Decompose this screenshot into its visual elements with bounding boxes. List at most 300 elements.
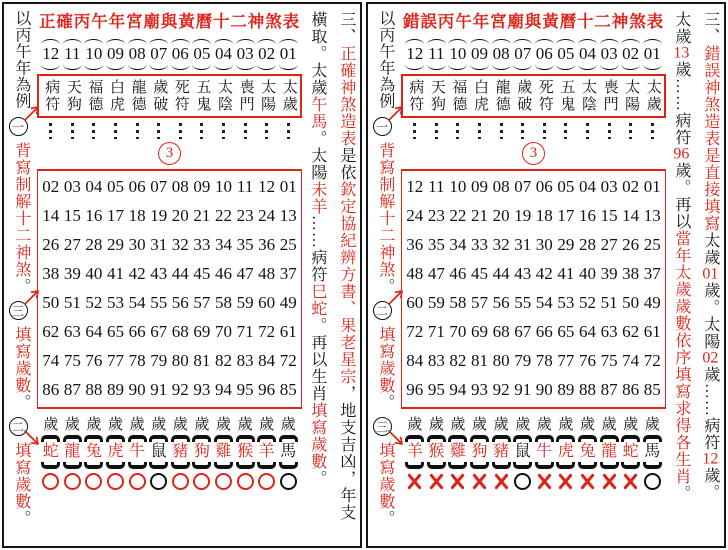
age-cell: 38 (622, 263, 640, 283)
age-cell: 32 (171, 234, 189, 254)
age-cell: 80 (492, 350, 510, 370)
deity-name: 天狗 (428, 78, 445, 113)
deity-name: 龍德 (129, 78, 146, 113)
age-cell: 55 (514, 292, 532, 312)
age-cell: 77 (107, 350, 125, 370)
age-cell: 01 (643, 176, 661, 196)
zodiac-bracket-bottom (84, 462, 103, 469)
age-cell: 68 (492, 321, 510, 341)
zodiac-bracket-bottom (149, 462, 168, 469)
age-cell: 81 (193, 350, 211, 370)
zodiac-character: 羊 (406, 442, 423, 460)
age-cell: 69 (471, 321, 489, 341)
age-cell: 45 (193, 263, 211, 283)
sui-character: 歲 (558, 416, 574, 433)
zodiac-cell (279, 435, 298, 469)
age-cell: 89 (557, 379, 575, 399)
zodiac-character: 馬 (644, 442, 661, 460)
oval-arc-bottom (128, 64, 147, 70)
age-cell: 24 (258, 205, 276, 225)
example-note: 以丙午年為例 (376, 10, 394, 109)
side-note-outer-column (695, 4, 724, 546)
age-cell: 61 (279, 321, 297, 341)
zodiac-cell (535, 435, 554, 469)
zodiac-bracket-bottom (492, 462, 511, 469)
age-cell: 76 (85, 350, 103, 370)
dotted-leader (49, 123, 52, 139)
circle-mark (129, 473, 146, 490)
marks-row (404, 473, 663, 490)
age-cell: 13 (279, 205, 297, 225)
oval-arc-bottom (470, 64, 489, 70)
age-cell: 74 (42, 350, 60, 370)
zodiac-character: 虎 (107, 442, 124, 460)
age-cell: 95 (236, 379, 254, 399)
age-grid-row (40, 318, 299, 347)
side-note-segment: 當年太歲歲數依序填寫求得各生肖 (672, 230, 690, 485)
age-cell: 60 (406, 292, 424, 312)
zodiac-bracket-top (578, 435, 597, 442)
age-cell: 25 (279, 234, 297, 254)
age-cell: 15 (600, 205, 618, 225)
age-cell: 19 (150, 205, 168, 225)
age-cell: 75 (63, 350, 81, 370)
month-oval (578, 39, 597, 70)
month-oval (427, 39, 446, 70)
oval-arc-bottom (214, 64, 233, 70)
zodiac-cell (63, 435, 82, 469)
age-cell: 33 (193, 234, 211, 254)
age-cell: 95 (427, 379, 445, 399)
age-cell: 64 (578, 321, 596, 341)
note-item (373, 111, 397, 295)
age-cell: 01 (279, 176, 297, 196)
age-cell: 29 (557, 234, 575, 254)
zodiac-cell (427, 435, 446, 469)
zodiac-cell (470, 435, 489, 469)
age-cell: 66 (128, 321, 146, 341)
side-note-segment: 歲……病符 (672, 61, 690, 146)
age-cell: 27 (600, 234, 618, 254)
oval-arc-bottom (84, 64, 103, 70)
deity-name: 歲破 (151, 78, 168, 113)
age-cell: 96 (406, 379, 424, 399)
sui-character: 歲 (579, 416, 595, 433)
zodiac-bracket-bottom (578, 462, 597, 469)
x-mark (557, 473, 574, 490)
age-cell: 21 (193, 205, 211, 225)
dotted-leader (136, 123, 139, 139)
x-mark (601, 473, 618, 490)
sui-character: 歲 (237, 416, 253, 433)
age-cell: 43 (150, 263, 168, 283)
note-list (9, 111, 33, 527)
age-cell: 14 (622, 205, 640, 225)
month-number: 08 (128, 44, 146, 63)
age-grid-row (40, 289, 299, 318)
note-item (9, 111, 33, 295)
month-number: 05 (557, 44, 575, 63)
month-oval (279, 39, 298, 70)
age-cell: 17 (107, 205, 125, 225)
age-cell: 65 (107, 321, 125, 341)
age-cell: 03 (63, 176, 81, 196)
age-cell: 61 (643, 321, 661, 341)
side-note-outer-text (701, 11, 718, 546)
side-note-segment: 太歲 (672, 11, 690, 45)
zodiac-character: 牛 (536, 442, 553, 460)
age-cell: 57 (471, 292, 489, 312)
zodiac-character: 蛇 (622, 442, 639, 460)
age-cell: 53 (107, 292, 125, 312)
side-note-segment: 未羊 (308, 181, 326, 215)
zodiac-bracket-top (149, 435, 168, 442)
age-cell: 49 (279, 292, 297, 312)
age-cell: 67 (514, 321, 532, 341)
x-mark (493, 473, 510, 490)
zodiac-character: 蛇 (42, 442, 59, 460)
zodiac-bracket-top (427, 435, 446, 442)
age-cell: 24 (406, 205, 424, 225)
age-cell: 62 (42, 321, 60, 341)
dotted-leader (413, 123, 416, 139)
age-cell: 08 (492, 176, 510, 196)
deity-name: 太陰 (215, 78, 232, 113)
deity-row (40, 79, 299, 113)
month-number: 05 (193, 44, 211, 63)
deity-name: 福德 (86, 78, 103, 113)
month-oval (513, 39, 532, 70)
month-oval (236, 39, 255, 70)
oval-arc-bottom (492, 64, 511, 70)
age-cell: 72 (279, 350, 297, 370)
zodiac-bracket-top (643, 435, 662, 442)
oval-arc-bottom (41, 64, 60, 70)
side-note-inner-text (308, 11, 325, 546)
zodiac-character: 雞 (449, 442, 466, 460)
note-text-main: 填寫歲數 (12, 326, 30, 394)
continuation-dots-row (404, 123, 663, 140)
sui-character: 歲 (172, 416, 188, 433)
dotted-leader (435, 123, 438, 139)
age-cell: 35 (236, 234, 254, 254)
age-cell: 16 (85, 205, 103, 225)
side-note-segment: 12 (702, 451, 719, 467)
month-number-row (404, 39, 663, 70)
zodiac-bracket-top (621, 435, 640, 442)
age-cell: 72 (406, 321, 424, 341)
age-cell: 12 (406, 176, 424, 196)
deity-name: 五鬼 (558, 78, 575, 113)
zodiac-character: 龍 (601, 442, 618, 460)
age-cell: 36 (258, 234, 276, 254)
sui-character: 歲 (108, 416, 124, 433)
age-cell: 88 (578, 379, 596, 399)
zodiac-bracket-bottom (535, 462, 554, 469)
month-number: 10 (449, 44, 467, 63)
side-note-segment: 歲。 (701, 467, 719, 501)
age-cell: 86 (622, 379, 640, 399)
age-cell: 70 (214, 321, 232, 341)
deity-name: 喪門 (237, 78, 254, 113)
circle-mark (644, 473, 661, 490)
oval-arc-bottom (448, 64, 467, 70)
side-note-segment: 欽定協紀辨方書、果老星宗 (337, 181, 355, 385)
age-cell: 92 (171, 379, 189, 399)
dotted-leader (179, 123, 182, 139)
age-grid-row (40, 376, 299, 405)
zodiac-cell (405, 435, 424, 469)
deity-name: 病符 (43, 78, 60, 113)
age-cell: 40 (578, 263, 596, 283)
age-cell: 28 (578, 234, 596, 254)
zodiac-bracket-top (279, 435, 298, 442)
age-cell: 21 (471, 205, 489, 225)
zodiac-character: 虎 (557, 442, 574, 460)
dotted-leader (71, 123, 74, 139)
age-cell: 79 (514, 350, 532, 370)
age-cell: 59 (427, 292, 445, 312)
age-cell: 07 (150, 176, 168, 196)
zodiac-bracket-bottom (427, 462, 446, 469)
zodiac-cell (84, 435, 103, 469)
age-cell: 31 (150, 234, 168, 254)
age-cell: 08 (171, 176, 189, 196)
note-marker (9, 417, 33, 439)
zodiac-row (404, 435, 663, 469)
age-cell: 78 (128, 350, 146, 370)
month-number: 12 (42, 44, 60, 63)
age-cell: 47 (427, 263, 445, 283)
zodiac-cell (214, 435, 233, 469)
age-cell: 26 (42, 234, 60, 254)
zodiac-character: 狗 (193, 442, 210, 460)
age-cell: 72 (258, 321, 276, 341)
note-text-main: 填寫歲數 (376, 326, 394, 394)
zodiac-cell (41, 435, 60, 469)
dotted-leader (92, 123, 95, 139)
zodiac-character: 龍 (64, 442, 81, 460)
month-number: 04 (214, 44, 232, 63)
age-cell: 85 (279, 379, 297, 399)
age-cell: 15 (63, 205, 81, 225)
side-note-segment: …… (308, 215, 326, 249)
note-marker (373, 301, 397, 323)
age-cell: 67 (150, 321, 168, 341)
age-cell: 22 (214, 205, 232, 225)
zodiac-bracket-top (448, 435, 467, 442)
age-cell: 30 (128, 234, 146, 254)
circled-number: 三 (373, 417, 392, 436)
age-cell: 09 (193, 176, 211, 196)
age-cell: 48 (406, 263, 424, 283)
age-cell: 47 (236, 263, 254, 283)
circle-mark (172, 473, 189, 490)
zodiac-cell (171, 435, 190, 469)
month-oval (149, 39, 168, 70)
age-cell: 36 (406, 234, 424, 254)
zodiac-bracket-top (106, 435, 125, 442)
age-cell: 59 (236, 292, 254, 312)
zodiac-cell (257, 435, 276, 469)
sui-character: 歲 (215, 416, 231, 433)
age-cell: 84 (406, 350, 424, 370)
zodiac-bracket-bottom (106, 462, 125, 469)
zodiac-bracket-bottom (236, 462, 255, 469)
circled-3-number: 3 (165, 144, 174, 161)
age-cell: 91 (150, 379, 168, 399)
age-cell: 18 (128, 205, 146, 225)
dotted-leader (200, 123, 203, 139)
oval-arc-bottom (279, 64, 298, 70)
age-cell: 05 (107, 176, 125, 196)
zodiac-bracket-top (556, 435, 575, 442)
zodiac-bracket-top (492, 435, 511, 442)
zodiac-bracket-bottom (621, 462, 640, 469)
zodiac-bracket-bottom (600, 462, 619, 469)
circle-mark (258, 473, 275, 490)
age-cell: 50 (42, 292, 60, 312)
zodiac-bracket-top (257, 435, 276, 442)
side-note-segment: 歲。太陽 (701, 282, 719, 350)
note-text (12, 442, 29, 527)
month-oval (470, 39, 489, 70)
zodiac-bracket-bottom (643, 462, 662, 469)
deity-name: 五鬼 (194, 78, 211, 113)
month-number: 07 (514, 44, 532, 63)
zodiac-bracket-top (470, 435, 489, 442)
age-cell: 32 (492, 234, 510, 254)
circle-mark (85, 473, 102, 490)
age-cell: 92 (492, 379, 510, 399)
note-text-period: 。 (376, 278, 394, 295)
zodiac-cell (643, 435, 662, 469)
zodiac-bracket-bottom (214, 462, 233, 469)
circle-mark (215, 473, 232, 490)
deity-name: 天狗 (64, 78, 81, 113)
month-number: 03 (236, 44, 254, 63)
age-cell: 55 (150, 292, 168, 312)
age-cell: 86 (42, 379, 60, 399)
month-number: 11 (428, 44, 445, 63)
deity-name: 龍德 (493, 78, 510, 113)
zodiac-row (40, 435, 299, 469)
oval-arc-bottom (621, 64, 640, 70)
zodiac-bracket-bottom (448, 462, 467, 469)
red-arrow-ne-icon (23, 288, 41, 306)
age-grid (401, 169, 666, 409)
deity-name: 白虎 (108, 78, 125, 113)
age-cell: 06 (128, 176, 146, 196)
note-text-period: 。 (12, 394, 30, 411)
deity-name: 太陽 (623, 78, 640, 113)
age-cell: 94 (214, 379, 232, 399)
month-oval (643, 39, 662, 70)
x-mark (622, 473, 639, 490)
note-marker (373, 117, 397, 139)
age-cell: 62 (622, 321, 640, 341)
left-annotation-column (368, 4, 401, 546)
circle-mark (42, 473, 59, 490)
age-cell: 54 (128, 292, 146, 312)
age-cell: 77 (557, 350, 575, 370)
side-note-segment: 。再以生肖 (308, 317, 326, 402)
circle-mark (64, 473, 81, 490)
age-cell: 18 (535, 205, 553, 225)
month-number: 03 (600, 44, 618, 63)
month-oval (171, 39, 190, 70)
age-cell: 41 (557, 263, 575, 283)
age-cell: 76 (578, 350, 596, 370)
age-cell: 04 (85, 176, 103, 196)
age-cell: 19 (514, 205, 532, 225)
age-cell: 46 (214, 263, 232, 283)
month-number: 02 (258, 44, 276, 63)
panel-title: 正確丙午年宮廟與黃曆十二神煞表 (39, 12, 300, 31)
zodiac-bracket-top (405, 435, 424, 442)
zodiac-cell (556, 435, 575, 469)
age-cell: 60 (258, 292, 276, 312)
age-cell: 80 (171, 350, 189, 370)
month-number: 06 (171, 44, 189, 63)
circled-number: 二 (9, 417, 28, 436)
dotted-leader (521, 123, 524, 139)
x-mark (449, 473, 466, 490)
age-cell: 91 (514, 379, 532, 399)
age-cell: 72 (643, 350, 661, 370)
panel-title: 錯誤丙午年宮廟與黃曆十二神煞表 (403, 12, 664, 31)
side-note-segment: 歲……病符 (701, 366, 719, 451)
age-cell: 16 (578, 205, 596, 225)
chart-body (401, 4, 666, 546)
zodiac-cell (192, 435, 211, 469)
sui-character: 歲 (601, 416, 617, 433)
month-number: 07 (150, 44, 168, 63)
age-cell: 42 (128, 263, 146, 283)
deity-name: 太歲 (280, 78, 297, 113)
zodiac-character: 豬 (493, 442, 510, 460)
circled-number: 二 (373, 301, 392, 320)
age-cell: 45 (471, 263, 489, 283)
zodiac-bracket-bottom (63, 462, 82, 469)
month-oval (41, 39, 60, 70)
age-cell: 71 (427, 321, 445, 341)
age-cell: 31 (514, 234, 532, 254)
side-note-outer-column (331, 4, 360, 546)
note-marker (9, 117, 33, 139)
oval-arc-bottom (149, 64, 168, 70)
deity-name: 太歲 (644, 78, 661, 113)
zodiac-bracket-top (535, 435, 554, 442)
month-number: 06 (535, 44, 553, 63)
month-number: 12 (406, 44, 424, 63)
sui-character: 歲 (428, 416, 444, 433)
zodiac-bracket-top (128, 435, 147, 442)
sui-character: 歲 (86, 416, 102, 433)
age-cell: 50 (622, 292, 640, 312)
deity-row (404, 79, 663, 113)
circled-3-label (158, 142, 181, 165)
note-item (9, 411, 33, 527)
age-cell: 52 (85, 292, 103, 312)
zodiac-bracket-bottom (41, 462, 60, 469)
age-cell: 40 (85, 263, 103, 283)
sui-character: 歲 (536, 416, 552, 433)
age-grid-row (40, 173, 299, 202)
side-note-segment: 橫取。太歲 (308, 11, 326, 96)
month-oval (106, 39, 125, 70)
note-text-main: 背寫制解十二神煞 (376, 142, 394, 278)
